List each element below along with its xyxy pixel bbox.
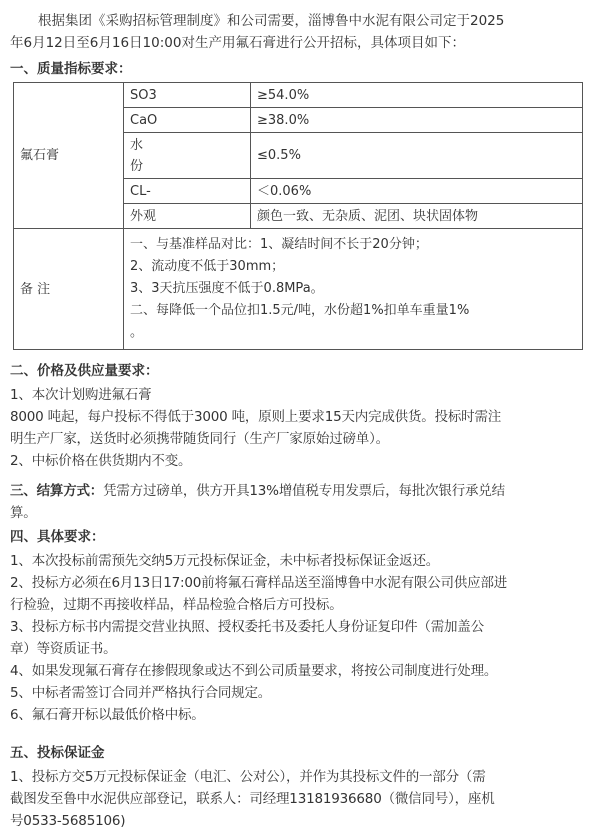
- remarks-cell: [124, 229, 583, 350]
- section-3: [10, 480, 586, 524]
- value-cell: ≤0.5%: [251, 133, 583, 179]
- list-item: 章）等资质证书。: [10, 641, 117, 657]
- section-5-line: 截图发至鲁中水泥供应部登记，联系人：司经理13181936680（微信同号），座机: [10, 791, 495, 807]
- list-item: 2、投标方必须在6月13日17:00前将氟石膏样品送至淄博鲁中水泥有限公司供应部进: [10, 575, 508, 591]
- section-5-body: [10, 766, 586, 832]
- intro-paragraph: [10, 10, 586, 54]
- list-item: 6、氟石膏开标以最低价格中标。: [10, 707, 205, 723]
- remarks-label: 备 注: [14, 229, 124, 350]
- section-3-title: 三、结算方式：: [10, 483, 104, 499]
- section-5-line: 号0533-5685106): [10, 813, 126, 829]
- intro-line-1: 根据集团《采购招标管理制度》和公司需要，淄博鲁中水泥有限公司定于2025: [38, 13, 505, 29]
- section-4-list: [10, 550, 586, 726]
- intro-line-2: 年6月12日至6月16日10:00对生产用氟石膏进行公开招标，具体项目如下：: [10, 35, 465, 51]
- section-2-body: [10, 384, 586, 472]
- section-1-title: 一、质量指标要求：: [10, 61, 132, 77]
- remark-line: 二、每降低一个品位扣1.5元/吨，水份超1%扣单车重量1%: [130, 303, 470, 318]
- list-item: 3、投标方标书内需提交营业执照、授权委托书及委托人身份证复印件（需加盖公: [10, 619, 484, 635]
- item-cell: 外观: [124, 204, 251, 229]
- remark-line: 。: [130, 325, 144, 340]
- list-item: 行检验，过期不再接收样品，样品检验合格后方可投标。: [10, 597, 343, 613]
- quality-spec-table: [13, 82, 583, 350]
- item-line: 水: [130, 137, 144, 153]
- list-item: 5、中标者需签订合同并严格执行合同规定。: [10, 685, 272, 701]
- item-cell: SO3: [124, 83, 251, 108]
- list-item: 1、本次投标前需预先交纳5万元投标保证金，未中标者投标保证金返还。: [10, 553, 440, 569]
- item-line: 份: [130, 158, 144, 174]
- section-2-title: 二、价格及供应量要求：: [10, 363, 159, 379]
- table-row: [14, 83, 583, 108]
- value-cell: ≥54.0%: [251, 83, 583, 108]
- value-cell: ≥38.0%: [251, 108, 583, 133]
- list-item: 4、如果发现氟石膏存在掺假现象或达不到公司质量要求，将按公司制度进行处理。: [10, 663, 498, 679]
- item-cell: CL-: [124, 179, 251, 204]
- material-cell: 氟石膏: [14, 83, 124, 229]
- remark-line: 一、与基准样品对比：1、凝结时间不长于20分钟；: [130, 237, 428, 252]
- section-5-line: 1、投标方交5万元投标保证金（电汇、公对公），并作为其投标文件的一部分（需: [10, 769, 486, 785]
- section-2-item-2: 2、中标价格在供货期内不变。: [10, 453, 192, 469]
- section-4-title: 四、具体要求：: [10, 529, 105, 545]
- section-3-text: 凭需方过磅单，供方开具13%增值税专用发票后，每批次银行承兑结: [103, 483, 505, 499]
- section-2-line: 8000 吨起，每户投标不得低于3000 吨，原则上要求15天内完成供货。投标时需注: [10, 409, 502, 425]
- value-cell: ＜0.06%: [251, 179, 583, 204]
- item-cell: CaO: [124, 108, 251, 133]
- section-2-item-1: 1、本次计划购进氟石膏: [10, 387, 152, 403]
- item-cell: [124, 133, 251, 179]
- section-5-title: 五、投标保证金: [10, 745, 105, 761]
- value-cell: 颜色一致、无杂质、泥团、块状固体物: [251, 204, 583, 229]
- section-2-line: 明生产厂家，送货时必须携带随货同行（生产厂家原始过磅单）。: [10, 431, 389, 447]
- remarks-row: [14, 229, 583, 350]
- remark-line: 3、3天抗压强度不低于0.8MPa。: [130, 281, 324, 296]
- section-3-text-cont: 算。: [10, 505, 37, 521]
- remark-line: 2、流动度不低于30mm；: [130, 259, 285, 274]
